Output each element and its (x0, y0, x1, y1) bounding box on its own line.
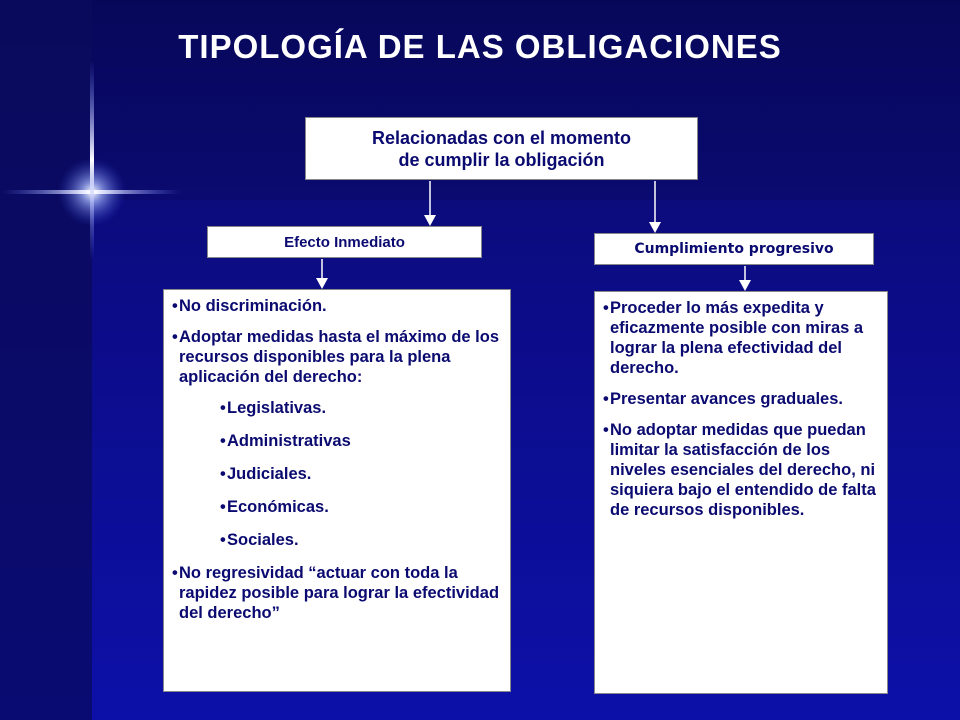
root-node-line-1: Relacionadas con el momento (371, 127, 632, 148)
efecto-inmediato-list (163, 289, 511, 692)
efecto-inmediato-heading: Efecto Inmediato (207, 226, 482, 258)
cumplimiento-progresivo-list (594, 291, 888, 694)
list-item: • Adoptar medidas hasta el máximo de los recursos disponibles para la plena aplicación del derecho: (172, 327, 502, 387)
list-item: • Presentar avances graduales. (603, 389, 879, 409)
sub-list-item: • Sociales. (220, 530, 502, 550)
sub-list-item: • Económicas. (220, 497, 502, 517)
page-title: TIPOLOGÍA DE LAS OBLIGACIONES (178, 28, 782, 65)
cumplimiento-progresivo-heading: Cumplimiento progresivo (594, 233, 874, 265)
list-item: • Proceder lo más expedita y eficazmente posible con miras a lograr la plena efectividad del derecho. (603, 298, 879, 378)
root-node-box (305, 117, 698, 180)
sub-list-item: • Judiciales. (220, 464, 502, 484)
list-item: • No discriminación. (172, 296, 502, 316)
list-item: • No adoptar medidas que puedan limitar la satisfacción de los niveles esenciales del derecho, ni siquiera bajo el entendido de falta de recursos disponibles. (603, 420, 879, 520)
root-node-line-2: de cumplir la obligación (398, 149, 605, 170)
list-item: • No regresividad “actuar con toda la rapidez posible para lograr la efectividad del derecho” (172, 563, 502, 623)
sub-list-item: • Legislativas. (220, 398, 502, 418)
sub-list-item: • Administrativas (220, 431, 502, 451)
